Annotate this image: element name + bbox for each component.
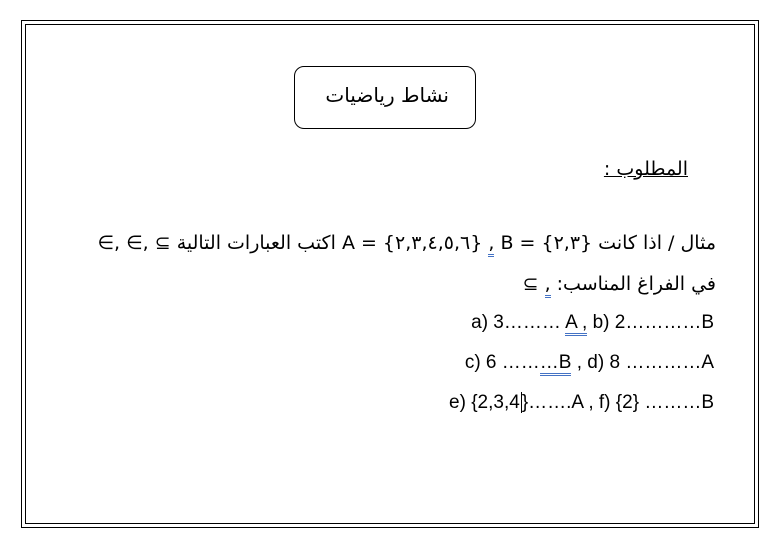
- symbols-list: ∈, ∈, ⊆: [97, 232, 171, 254]
- question-row-cd: [465, 352, 714, 374]
- intro2-text: في الفراغ المناسب:: [556, 273, 716, 295]
- question-row-ef[interactable]: [449, 392, 714, 414]
- subset-symbol: ⊆: [522, 273, 539, 295]
- question-b: b) 2…………B: [587, 312, 714, 333]
- intro2-comma: ,: [545, 273, 551, 298]
- intro-line-2: [523, 273, 716, 295]
- activity-title: نشاط رياضيات: [325, 83, 449, 107]
- question-a-prefix: a) 3………: [471, 312, 566, 333]
- example-text: مثال / اذا كانت: [598, 232, 716, 254]
- question-row-ab: [471, 312, 714, 334]
- set-a: A = {٢,٣,٤,٥,٦}: [341, 232, 483, 254]
- question-c-prefix: c) 6 ……: [464, 352, 540, 373]
- required-heading: المطلوب :: [603, 158, 688, 180]
- intro-comma: ,: [488, 232, 494, 257]
- question-d: , d) 8 …………A: [571, 352, 714, 373]
- question-e-f: }…….A , f) {2} ………B: [521, 392, 714, 413]
- question-c-answer: …B: [540, 352, 572, 376]
- question-e-prefix: e) {2,3,4: [449, 392, 520, 413]
- question-a-answer: A ,: [565, 312, 587, 336]
- intro-line: [97, 232, 716, 254]
- set-b: B = {٢,٣}: [500, 232, 593, 254]
- activity-title-box: [294, 66, 476, 129]
- instruction-text: اكتب العبارات التالية: [176, 232, 336, 254]
